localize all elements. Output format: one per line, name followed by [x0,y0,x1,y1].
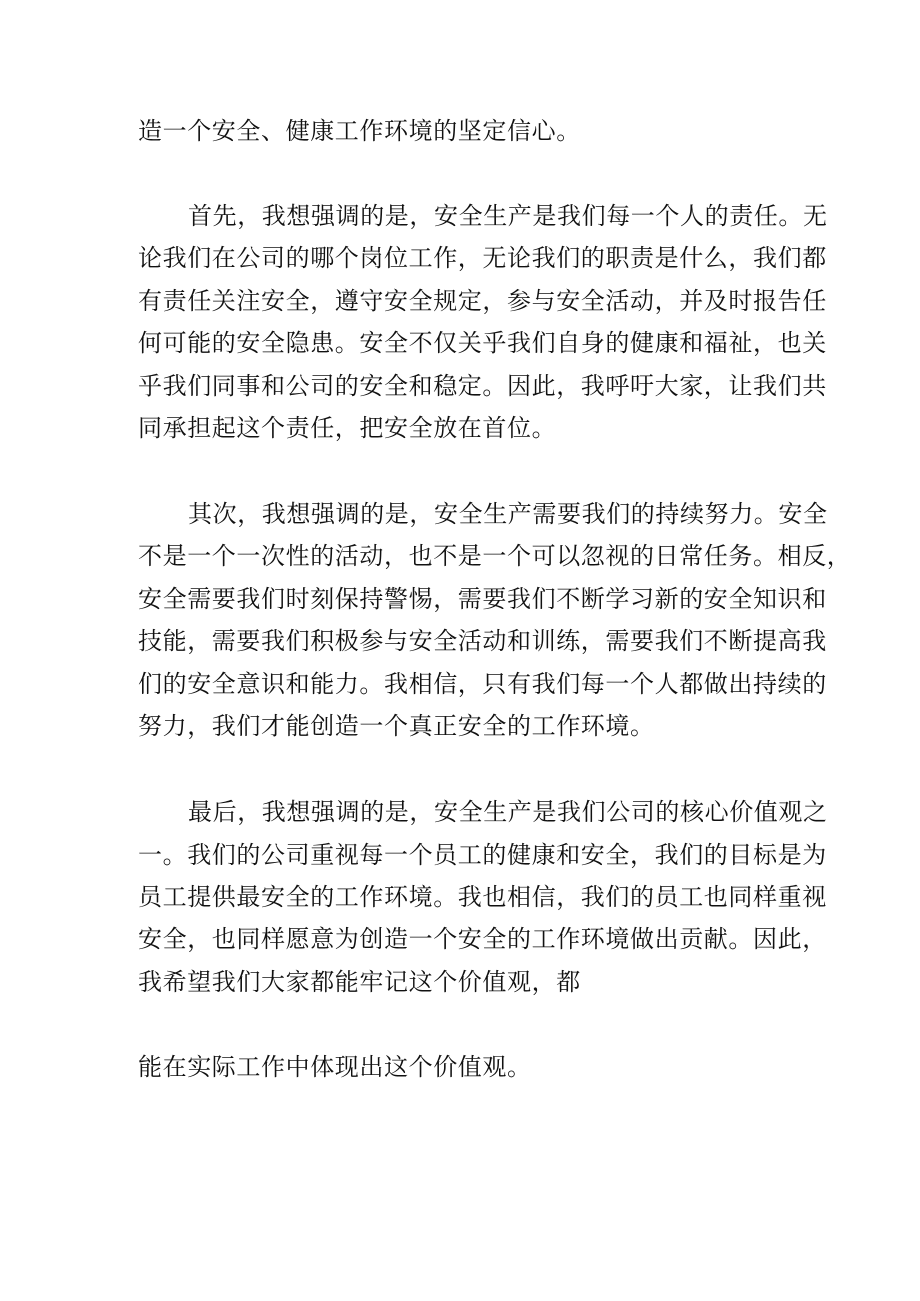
paragraph-2-line-4: 技能，需要我们积极参与安全活动和训练，需要我们不断提高我 [138,627,827,655]
paragraph-1-line-1: 首先，我想强调的是，安全生产是我们每一个人的责任。无 [188,202,828,230]
closing-line: 能在实际工作中体现出这个价值观。 [138,1053,532,1081]
paragraph-3-line-1: 最后，我想强调的是，安全生产是我们公司的核心价值观之 [188,798,828,826]
paragraph-2-line-1: 其次，我想强调的是，安全生产需要我们的持续努力。安全 [188,500,828,528]
paragraph-1-line-6: 同承担起这个责任，把安全放在首位。 [138,414,557,442]
opening-line: 造一个安全、健康工作环境的坚定信心。 [138,117,581,145]
paragraph-1-line-2: 论我们在公司的哪个岗位工作，无论我们的职责是什么，我们都 [138,244,827,272]
paragraph-1-line-5: 乎我们同事和公司的安全和稳定。因此，我呼吁大家，让我们共 [138,372,827,400]
paragraph-3-line-4: 安全，也同样愿意为创造一个安全的工作环境做出贡献。因此， [138,925,827,953]
paragraph-1-line-4: 何可能的安全隐患。安全不仅关乎我们自身的健康和福祉，也关 [138,329,827,357]
paragraph-3-line-2: 一。我们的公司重视每一个员工的健康和安全，我们的目标是为 [138,841,827,869]
paragraph-3-line-3: 员工提供最安全的工作环境。我也相信，我们的员工也同样重视 [138,883,827,911]
paragraph-2-line-3: 安全需要我们时刻保持警惕，需要我们不断学习新的安全知识和 [138,585,827,613]
paragraph-3-line-5: 我希望我们大家都能牢记这个价值观，都 [138,968,581,996]
paragraph-2-line-5: 们的安全意识和能力。我相信，只有我们每一个人都做出持续的 [138,670,827,698]
paragraph-1-line-3: 有责任关注安全，遵守安全规定，参与安全活动，并及时报告任 [138,287,827,315]
paragraph-2-line-6: 努力，我们才能创造一个真正安全的工作环境。 [138,712,655,740]
paragraph-2-line-2: 不是一个一次性的活动，也不是一个可以忽视的日常任务。相反， [138,542,852,570]
